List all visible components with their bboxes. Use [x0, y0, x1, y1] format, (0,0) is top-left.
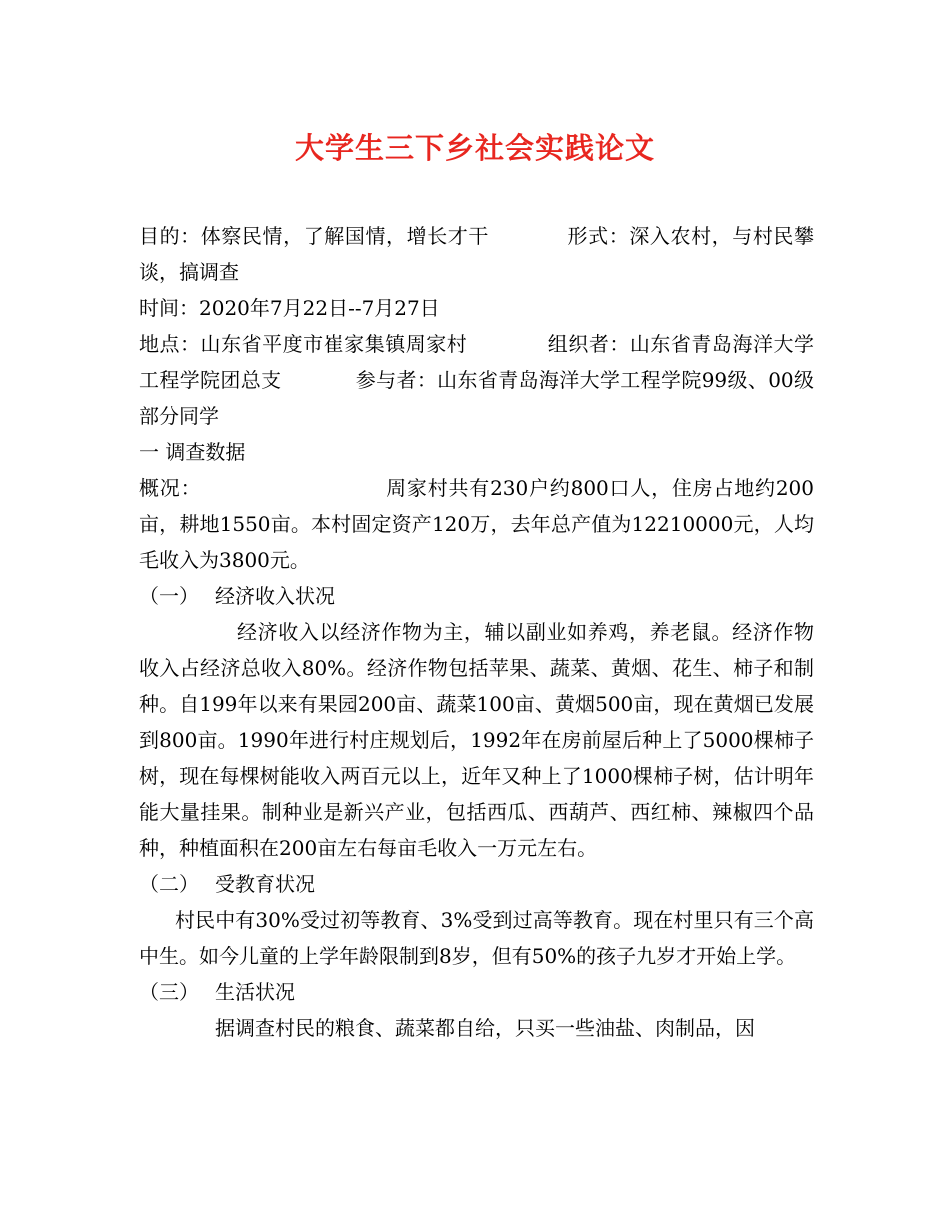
subsection-number: （一）	[139, 584, 199, 608]
subsection-title: 受教育状况	[215, 872, 315, 896]
purpose-paragraph	[139, 218, 814, 290]
subsection-number: （三）	[139, 980, 199, 1004]
education-paragraph: 村民中有30%受过初等教育、3%受到过高等教育。现在村里只有三个高中生。如今儿童的上学年龄限制到8岁，但有50%的孩子九岁才开始上学。	[139, 908, 814, 968]
purpose-text: 目的：体察民情，了解国情，增长才干	[139, 224, 489, 248]
document-body	[139, 218, 814, 1046]
participants-text: 参与者：山东省青岛海洋大学工程学院99级、00级部分同学	[139, 368, 814, 428]
organizer-text: 组织者：山东省青岛海洋大学工程学院团总支	[139, 332, 815, 392]
overview-label: 概况：	[139, 476, 202, 500]
economic-paragraph: 经济收入以经济作物为主，辅以副业如养鸡，养老鼠。经济作物收入占经济总收入80%。经济作物包括苹果、蔬菜、黄烟、花生、柿子和制种。自199年以来有果园200亩、蔬菜100亩、黄烟500亩，现在黄烟已发展到800亩。1990年进行村庄规划后，1992年在房前屋后种上了5000棵柿子树，现在每棵树能收入两百元以上，近年又种上了1000棵柿子树，估计明年能大量挂果。制种业是新兴产业，包括西瓜、西葫芦、西红柿、辣椒四个品种，种植面积在200亩左右每亩毛收入一万元左右。	[139, 620, 814, 860]
overview-text: 周家村共有230户约800口人，住房占地约200亩，耕地1550亩。本村固定资产120万，去年总产值为12210000元，人均毛收入为3800元。	[139, 476, 814, 572]
time-paragraph: 时间：2020年7月22日--7月27日	[139, 296, 440, 320]
subsection-heading-3	[139, 974, 814, 1010]
subsection-title: 生活状况	[215, 980, 295, 1004]
section-heading: 一 调查数据	[139, 440, 246, 464]
form-text: 形式：深入农村，与村民攀谈，搞调查	[139, 224, 815, 284]
subsection-title: 经济收入状况	[215, 584, 335, 608]
living-paragraph: 据调查村民的粮食、蔬菜都自给，只买一些油盐、肉制品，因	[215, 1016, 755, 1040]
location-text: 地点：山东省平度市崔家集镇周家村	[139, 332, 468, 356]
subsection-heading-2	[139, 866, 814, 902]
subsection-heading-1	[139, 578, 814, 614]
overview-paragraph	[139, 470, 814, 578]
place-paragraph	[139, 326, 814, 434]
subsection-number: （二）	[139, 872, 199, 896]
document-title: 大学生三下乡社会实践论文	[294, 131, 655, 165]
